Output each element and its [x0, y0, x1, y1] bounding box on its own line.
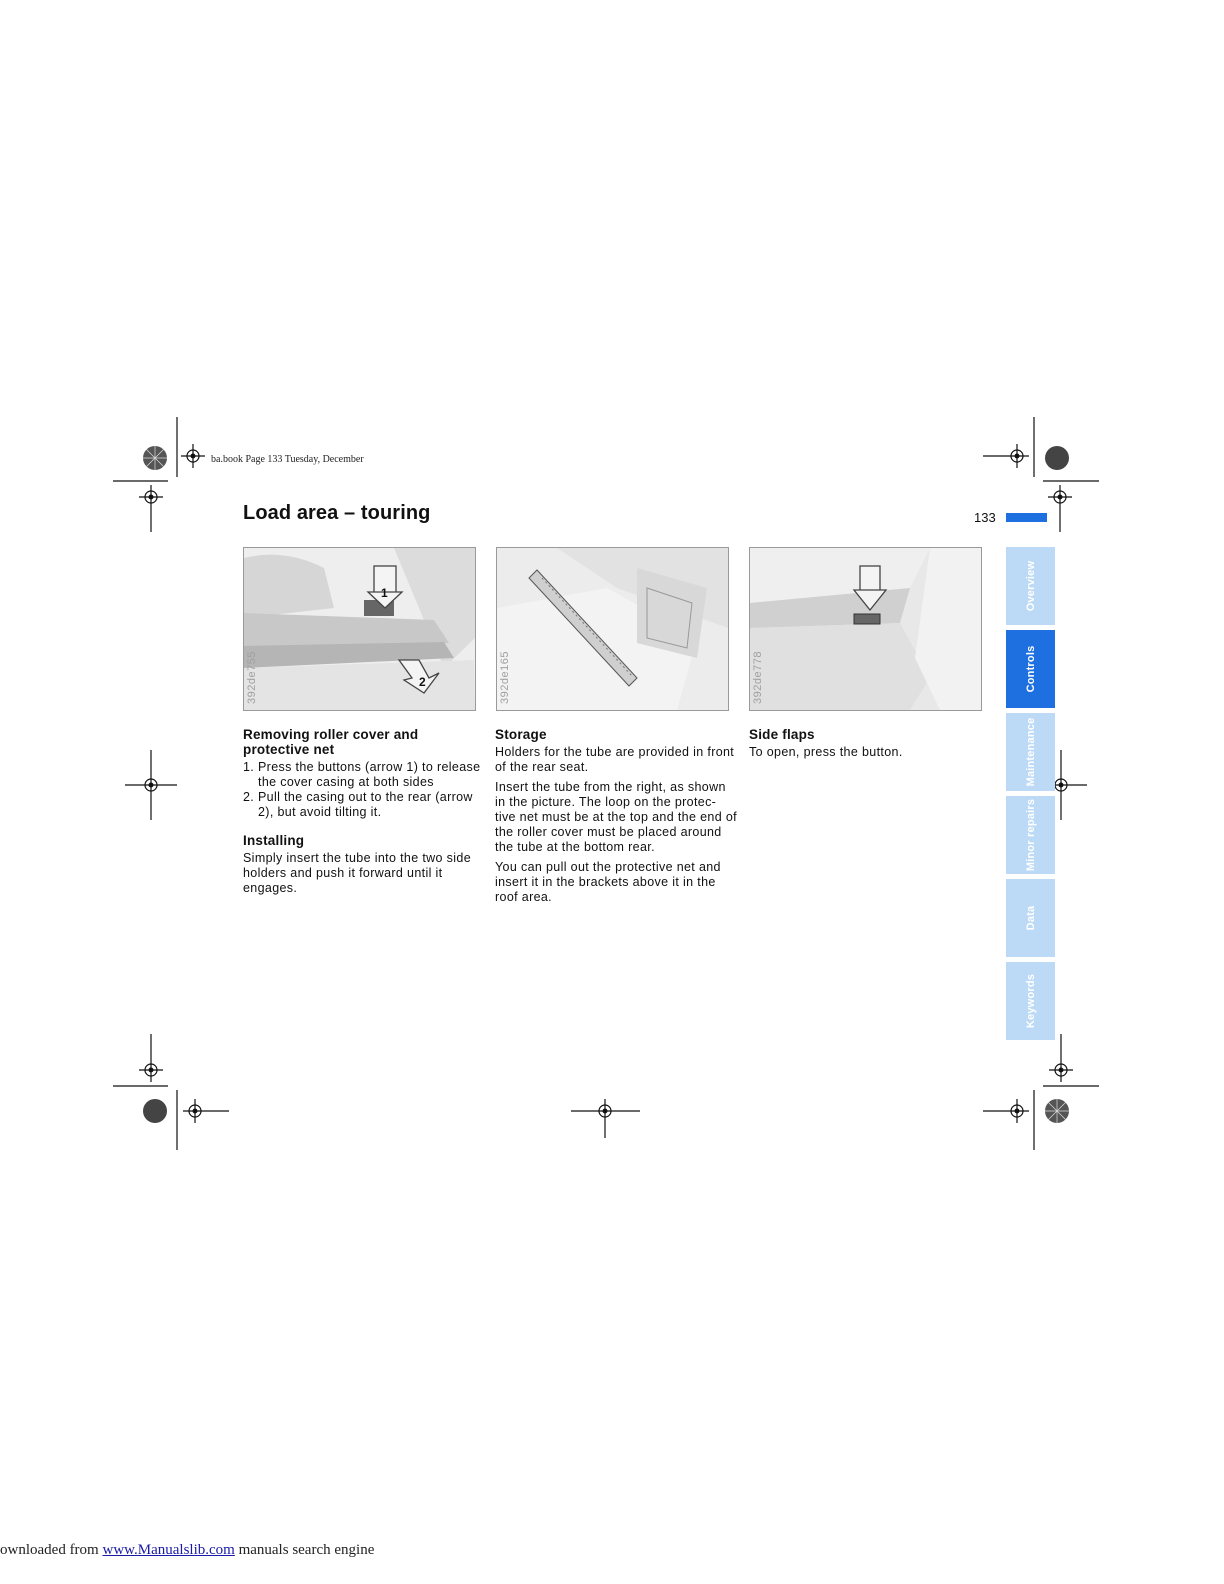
section-storage [495, 727, 737, 910]
page-number-bar [1006, 513, 1047, 522]
paragraph: Holders for the tube are provided in front of the rear seat. [495, 745, 735, 774]
figure-code: 392de778 [752, 651, 764, 704]
tab-maintenance[interactable] [1006, 713, 1055, 791]
figure-tube-storage [496, 547, 729, 711]
step-number: 2. [243, 790, 255, 804]
figure-roller-cover [243, 547, 476, 711]
download-footer [0, 1542, 374, 1559]
step-text: Press the buttons (arrow 1) to release the cover casing at both sides [258, 760, 481, 789]
section-removing-roller-cover [243, 727, 485, 901]
arrow-label-1: 1 [381, 586, 388, 600]
paragraph: You can pull out the protective net and insert it in the brackets above it in the roof area. [495, 860, 721, 904]
tab-label: Controls [1024, 645, 1037, 693]
tab-label: Keywords [1024, 973, 1037, 1029]
tab-label: Minor repairs [1024, 798, 1037, 872]
step-text: Pull the casing out to the rear (arrow 2), but avoid tilting it. [258, 790, 473, 819]
list-item [243, 790, 485, 820]
chapter-tabs [1006, 547, 1055, 1045]
section-heading: Removing roller cover and protective net [243, 727, 419, 757]
tab-data[interactable] [1006, 879, 1055, 957]
paragraph: Insert the tube from the right, as shown in the picture. The loop on the protec-tive net must be at the top and the end of the roller cover must be placed around the tube at the bottom rear. [495, 780, 737, 854]
footer-suffix: manuals search engine [234, 1542, 375, 1558]
figure-code: 392de165 [499, 651, 511, 704]
print-info: ba.book Page 133 Tuesday, December [211, 454, 364, 465]
paragraph: Simply insert the tube into the two side holders and push it forward until it engages. [243, 851, 472, 895]
paragraph: To open, press the button. [749, 745, 903, 759]
tab-label: Overview [1024, 560, 1037, 612]
section-heading: Side flaps [749, 727, 815, 742]
figure-code: 392de755 [246, 651, 258, 704]
tab-label: Data [1024, 905, 1037, 931]
section-heading-installing: Installing [243, 833, 305, 848]
step-number: 1. [243, 760, 255, 774]
arrow-label-2: 2 [419, 675, 426, 689]
page-title: Load area – touring [243, 502, 431, 524]
tab-overview[interactable] [1006, 547, 1055, 625]
manualslib-link[interactable]: www.Manualslib.com [102, 1542, 235, 1558]
tab-controls[interactable] [1006, 630, 1055, 708]
tab-minor-repairs[interactable] [1006, 796, 1055, 874]
section-heading: Storage [495, 727, 547, 742]
section-side-flaps [749, 727, 991, 765]
steps-list [243, 760, 485, 820]
tab-keywords[interactable] [1006, 962, 1055, 1040]
footer-prefix: ownloaded from [0, 1542, 103, 1558]
figure-side-flaps [749, 547, 982, 711]
tab-label: Maintenance [1024, 717, 1037, 787]
list-item [243, 760, 485, 790]
page-number: 133 [974, 510, 996, 525]
